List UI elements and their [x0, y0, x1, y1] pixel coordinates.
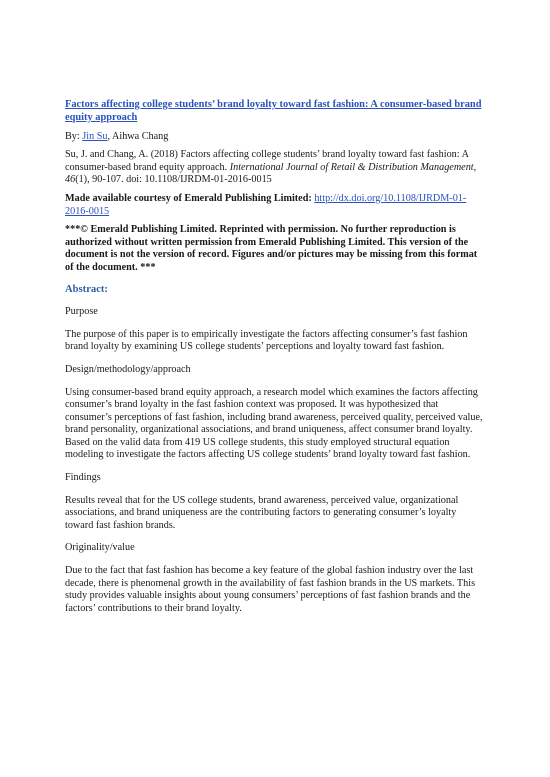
section-text-purpose: The purpose of this paper is to empirically investigate the factors affecting consumer’s fast fashion brand loyalty by examining US college students’ perceptions and loyalty toward fast fashion. [65, 328, 468, 353]
citation-journal: International Journal of Retail & Distribution Management [229, 161, 474, 173]
author-link-jin-su[interactable]: Jin Su [82, 130, 108, 142]
copyright-notice: ***© Emerald Publishing Limited. Reprinted with permission. No further reproduction is authorized without written permission from Emerald Publishing Limited. This version of the document is not the version of record. Figures and/or pictures may be missing from this format of the document. *** [65, 224, 478, 273]
abstract-heading: Abstract: [65, 283, 108, 295]
citation-part1: Su, J. and Chang, A. (2018) Factors affecting college students’ brand loyalty toward fast fashion: A consumer-based brand equity approach. [65, 149, 469, 173]
byline [65, 131, 486, 144]
section-text-design: Using consumer-based brand equity approach, a research model which examines the factors affecting consumer’s brand loyalty in the fast fashion context was proposed. It was hypothesized that consumer’s perceptions of fast fashion, including brand awareness, perceived quality, perceived value, brand personality, organizational associations, and brand uniqueness, affect consumer brand loyalty. Based on the valid data from 419 US college students, this study employed structural equation modeling to investigate the factors affecting US college students’ brand loyalty toward fast fashion. [65, 386, 483, 461]
article-title-paragraph [65, 99, 486, 125]
citation [65, 149, 486, 187]
citation-part2: (1), 90-107. doi: 10.1108/IJRDM-01-2016-0015 [75, 174, 272, 186]
citation-comma: , [473, 161, 477, 173]
section-label-purpose: Purpose [65, 306, 98, 318]
section-label-originality: Originality/value [65, 542, 135, 554]
article-title-link[interactable]: Factors affecting college students’ brand loyalty toward fast fashion: A consumer-based brand equity approach [65, 99, 482, 123]
section-label-findings: Findings [65, 472, 101, 484]
section-label-design: Design/methodology/approach [65, 363, 191, 375]
section-text-originality: Due to the fact that fast fashion has become a key feature of the global fashion industry over the last decade, there is phenomenal growth in the availability of fast fashion brands in the US markets. This study provides valuable insights about young consumers’ perceptions of fast fashion brands and the factors’ contributions to their brand loyalty. [65, 565, 476, 614]
doi-link[interactable]: http://dx.doi.org/10.1108/IJRDM-01-2016-0015 [65, 192, 467, 217]
citation-volume: 46 [65, 174, 76, 186]
section-text-findings: Results reveal that for the US college students, brand awareness, perceived value, organizational associations, and brand uniqueness are the contributing factors to generating consumer’s loyalty toward fast fashion brands. [65, 494, 459, 531]
byline-rest: , Aihwa Chang [107, 130, 169, 142]
byline-prefix: By: [65, 130, 83, 142]
courtesy-label: Made available courtesy of Emerald Publishing Limited: [65, 192, 315, 204]
courtesy-statement [65, 193, 486, 218]
